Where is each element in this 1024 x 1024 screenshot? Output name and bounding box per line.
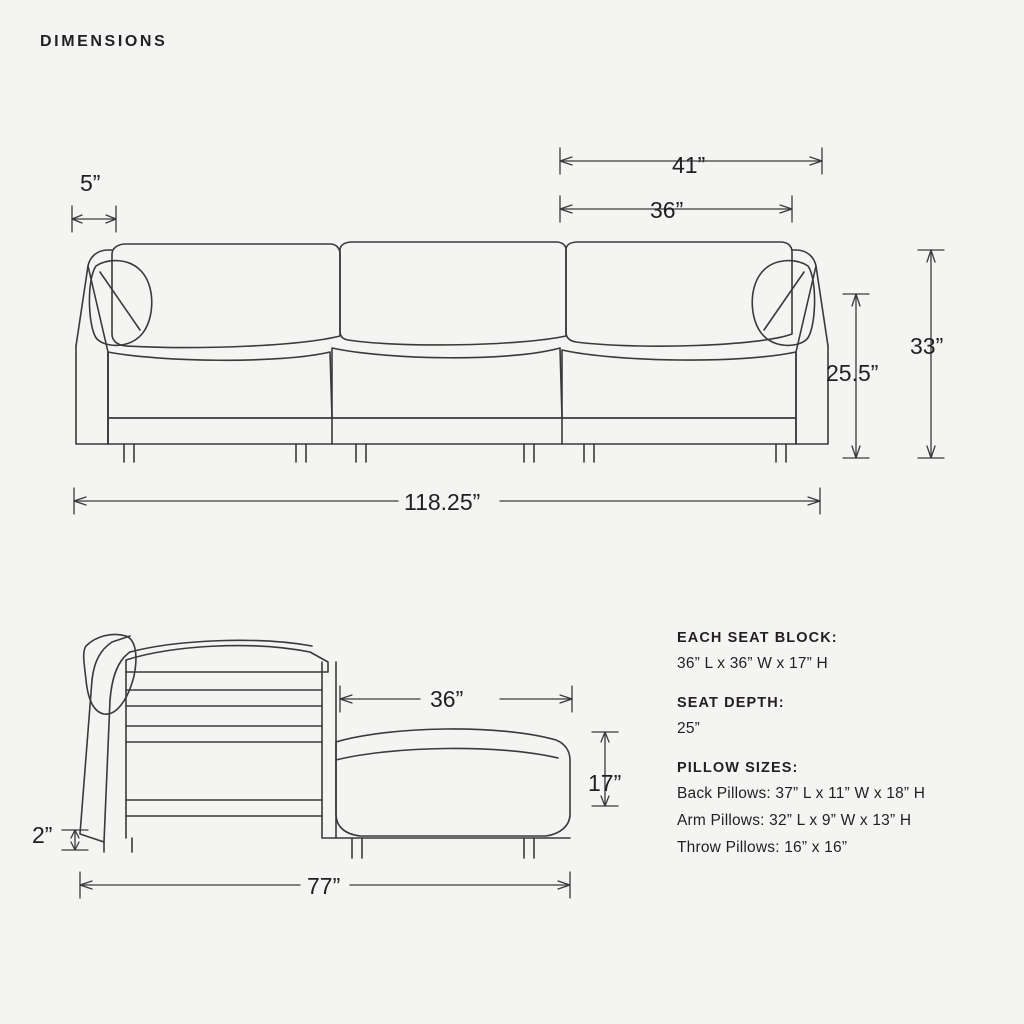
spec-line: 25”	[677, 720, 701, 737]
spec-group-seat-depth	[677, 695, 1007, 738]
side-view-dimension-lines	[62, 686, 618, 898]
spec-line: 36” L x 36” W x 17” H	[677, 655, 828, 672]
specs-panel	[677, 630, 1007, 879]
front-view-sofa	[76, 242, 828, 462]
spec-heading: SEAT DEPTH:	[677, 695, 785, 711]
spec-line: Back Pillows: 37” L x 11” W x 18” H	[677, 785, 926, 802]
label-overall-depth: 77”	[307, 873, 341, 899]
label-ottoman-depth: 36”	[430, 686, 464, 712]
label-seat-block-top: 41”	[672, 152, 706, 178]
spec-group-seat-block	[677, 630, 1007, 673]
spec-heading: EACH SEAT BLOCK:	[677, 630, 838, 646]
spec-group-pillow-sizes	[677, 760, 1007, 857]
spec-line: Throw Pillows: 16” x 16”	[677, 839, 848, 856]
label-seat-height: 17”	[588, 770, 622, 796]
label-arm-width: 5”	[80, 170, 101, 196]
label-seat-back-height: 25.5”	[826, 360, 879, 386]
label-leg-height: 2”	[32, 822, 53, 848]
spec-heading: PILLOW SIZES:	[677, 760, 799, 776]
spec-line: Arm Pillows: 32” L x 9” W x 13” H	[677, 812, 912, 829]
label-overall-width: 118.25”	[404, 489, 481, 515]
side-view-sofa	[80, 634, 570, 858]
page-title: DIMENSIONS	[40, 33, 168, 50]
label-overall-height: 33”	[910, 333, 944, 359]
label-seat-cushion-top: 36”	[650, 197, 684, 223]
front-view-dimension-lines	[72, 148, 944, 514]
